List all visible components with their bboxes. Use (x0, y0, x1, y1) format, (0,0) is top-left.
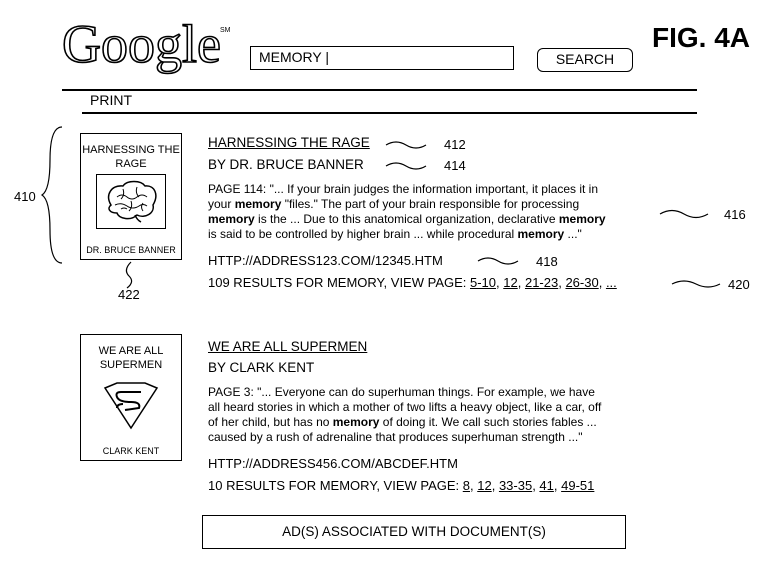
figure-label: FIG. 4A (652, 22, 751, 53)
snippet-keyword: memory (332, 415, 380, 429)
snippet-text: of doing it. We call such stories fables ... (379, 415, 597, 429)
snippet-text: is said to be controlled by higher brain ... while procedural (208, 227, 518, 241)
page-link[interactable]: 41 (539, 478, 554, 493)
ref-410: 410 (14, 189, 36, 204)
cover-title: WE ARE ALL SUPERMEN (98, 345, 164, 371)
page-link[interactable]: 5-10 (470, 275, 497, 290)
snippet-text: of her child, but has no (208, 415, 333, 429)
snippet-text: PAGE 114: "... If your brain judges the information important, it places it in (208, 182, 599, 196)
search-button[interactable]: SEARCH (537, 48, 633, 72)
logo-mark: SM (220, 27, 231, 34)
results-count: 10 RESULTS FOR MEMORY, VIEW PAGE: (208, 478, 463, 493)
snippet-text: PAGE 3: "... Everyone can do superhuman things. For example, we have (208, 385, 595, 399)
ref-412: 412 (444, 137, 466, 152)
page-link[interactable]: ... (605, 275, 617, 290)
snippet-keyword: memory (517, 227, 565, 241)
search-input[interactable]: MEMORY | (250, 46, 514, 70)
snippet-text: all heard stories in which a mother of two lifts a heavy object, like a car, off (208, 400, 602, 414)
page-link[interactable]: 12 (477, 478, 492, 493)
results-pages: 10 RESULTS FOR MEMORY, VIEW PAGE: 8, 12, 33-35, 41, 49-51 (208, 478, 595, 493)
logo-text: Google (62, 14, 221, 74)
result-url[interactable]: HTTP://ADDRESS123.COM/12345.HTM (208, 253, 443, 268)
snippet-text: your (208, 197, 235, 211)
print-link[interactable]: PRINT (90, 92, 132, 108)
result-url[interactable]: HTTP://ADDRESS456.COM/ABCDEF.HTM (208, 456, 458, 471)
snippet-text: "files." The part of your brain responsible for processing (281, 197, 580, 211)
snippet-text: ..." (564, 227, 582, 241)
page-link[interactable]: 21-23 (524, 275, 559, 290)
ref-416: 416 (724, 207, 746, 222)
ref-414: 414 (444, 158, 466, 173)
brace-410 (42, 127, 62, 263)
snippet-keyword: memory (234, 197, 282, 211)
results-pages: 109 RESULTS FOR MEMORY, VIEW PAGE: 5-10, 12, 21-23, 26-30, ... (208, 275, 617, 290)
result-title-link[interactable]: HARNESSING THE RAGE (208, 135, 370, 150)
snippet-keyword: memory (208, 212, 255, 226)
results-count: 109 RESULTS FOR MEMORY, VIEW PAGE: (208, 275, 470, 290)
snippet-text: caused by a rush of adrenaline that produces superhuman strength ..." (208, 430, 583, 444)
result-title-link[interactable]: WE ARE ALL SUPERMEN (208, 339, 368, 354)
page-link[interactable]: 26-30 (565, 275, 599, 290)
page-link[interactable]: 49-51 (561, 478, 595, 493)
ref-422: 422 (118, 287, 140, 302)
result-author: BY CLARK KENT (208, 360, 315, 375)
cover-author: CLARK KENT (102, 446, 160, 456)
result-author: BY DR. BRUCE BANNER (208, 157, 364, 172)
snippet-text: is the ... Due to this anatomical organization, declarative (254, 212, 559, 226)
snippet-keyword: memory (558, 212, 606, 226)
page-link[interactable]: 12 (503, 275, 518, 290)
ref-420: 420 (728, 277, 750, 292)
ad-box[interactable]: AD(S) ASSOCIATED WITH DOCUMENT(S) (202, 515, 626, 549)
cover-author: DR. BRUCE BANNER (86, 245, 176, 255)
ref-418: 418 (536, 254, 558, 269)
cover-title: HARNESSING THE RAGE (82, 144, 180, 170)
page-link[interactable]: 8 (462, 478, 470, 493)
page-link[interactable]: 33-35 (498, 478, 533, 493)
